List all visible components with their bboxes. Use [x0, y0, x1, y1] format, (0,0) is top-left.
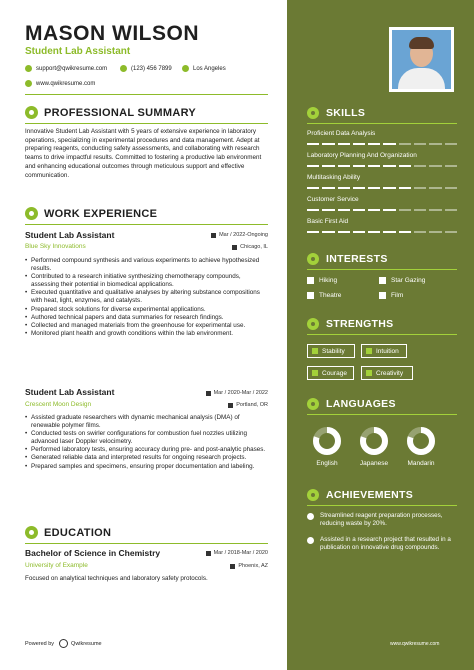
calendar-icon [206, 391, 211, 396]
interest-star-gazing [379, 277, 425, 284]
job1-title: Student Lab Assistant [25, 230, 115, 240]
job2-bullets [31, 414, 268, 471]
skill-bar-segment [429, 143, 441, 145]
skill-bar-segment [307, 165, 319, 167]
summary-title: PROFESSIONAL SUMMARY [44, 106, 197, 119]
skill-bar-segment [322, 209, 334, 211]
skill-bar-segment [322, 143, 334, 145]
skill-bar-segment [368, 231, 380, 233]
degree-title: Bachelor of Science in Chemistry [25, 548, 161, 558]
star-icon [379, 277, 386, 284]
school-name: University of Example [25, 562, 88, 569]
interest-hiking [307, 277, 337, 284]
skill-name: Laboratory Planning And Organization [307, 152, 417, 159]
job2-location [168, 402, 268, 408]
skill-bar-segment [322, 231, 334, 233]
intuition-icon [366, 348, 372, 354]
hiking-icon [307, 277, 314, 284]
education-note: Focused on analytical techniques and laboratory safety protocols. [25, 575, 208, 582]
skills-title: SKILLS [326, 107, 366, 119]
language-item [307, 426, 347, 467]
theatre-icon [307, 292, 314, 299]
heart-icon [307, 253, 319, 265]
skill-bar-segment [429, 187, 441, 189]
education-dates [168, 550, 268, 556]
strength-badge [307, 344, 355, 358]
skill-bar-segment [414, 231, 426, 233]
briefcase-icon [25, 207, 38, 220]
strength-label: Courage [322, 369, 347, 377]
interest-film [379, 292, 403, 299]
education-location-text: Phoenix, AZ [238, 563, 268, 569]
sidebar [287, 0, 474, 670]
job2-title: Student Lab Assistant [25, 387, 115, 397]
list-item: • Conducted tests on swirler configurations for combustion fuel nozzles utilizing advanced laser Doppler velocimetry. [31, 430, 268, 446]
skill-bar-segment [368, 187, 380, 189]
location-icon [182, 65, 189, 72]
skill-bar-segment [399, 209, 411, 211]
skill-bar-segment [353, 187, 365, 189]
list-item: • Collected and managed materials from the greenhouse for experimental use. [31, 322, 268, 330]
summary-heading [25, 106, 196, 119]
calendar-icon [206, 551, 211, 556]
languages-title: LANGUAGES [326, 398, 396, 410]
skill-bar-segment [353, 165, 365, 167]
skill-bar-segment [322, 165, 334, 167]
skill-bar-segment [353, 231, 365, 233]
skill-bar-segment [368, 165, 380, 167]
strength-badge [361, 366, 413, 380]
skill-bar-segment [399, 187, 411, 189]
anchor-icon [312, 348, 318, 354]
strengths-divider [307, 334, 457, 335]
language-ring [406, 426, 436, 456]
candidate-name: MASON WILSON [25, 22, 199, 45]
skill-bar-segment [414, 187, 426, 189]
summary-text: Innovative Student Lab Assistant with 5 years of extensive experience in laboratory operations, specializing in experimental procedures and data management. Adept at preparing reagents, conducting safety assessments, and collaborating with research teams to drive impactful results. Committed to fostering a productive lab environment and enhancing educational outcomes through meticulous support and effective communication. [25, 128, 262, 179]
creativity-icon [366, 370, 372, 376]
language-label: Japanese [359, 460, 389, 467]
languages-heading [307, 398, 396, 410]
job2-location-text: Portland, OR [236, 402, 268, 408]
education-divider [25, 543, 268, 544]
skill-name: Proficient Data Analysis [307, 130, 376, 137]
skill-bar-segment [445, 231, 457, 233]
skill-bar [307, 231, 457, 233]
globe-icon [307, 398, 319, 410]
email-icon [25, 65, 32, 72]
job-title: Student Lab Assistant [25, 46, 131, 57]
strength-label: Intuition [376, 347, 399, 355]
skill-bar-segment [383, 187, 395, 189]
globe-icon [25, 80, 32, 87]
footer [25, 639, 102, 648]
skill-bar-segment [383, 165, 395, 167]
skill-bar-segment [338, 231, 350, 233]
trophy-icon [307, 318, 319, 330]
skill-name: Multitasking Ability [307, 174, 361, 181]
interest-label: Film [391, 292, 404, 299]
achievement-item [307, 512, 457, 529]
interest-label: Theatre [319, 292, 342, 299]
education-dates-text: Mar / 2018-Mar / 2020 [213, 550, 268, 556]
skill-bar-segment [429, 231, 441, 233]
job1-dates [168, 232, 268, 238]
job1-company: Blue Sky Innovations [25, 243, 86, 250]
list-item: • Generated reliable data and interpreted results for ongoing research projects. [31, 454, 268, 462]
location-text: Los Angeles [193, 65, 226, 72]
skill-bar-segment [338, 209, 350, 211]
skill-bar-segment [429, 165, 441, 167]
education-heading [25, 526, 111, 539]
list-item: • Performed compound synthesis and various experiments to achieve hypothesized results. [31, 257, 268, 273]
list-item: • Authored technical papers and data summaries for research findings. [31, 314, 268, 322]
skill-bar-segment [338, 165, 350, 167]
skill-bar-segment [338, 143, 350, 145]
strengths-heading [307, 318, 393, 330]
summary-icon [25, 106, 38, 119]
header-divider [25, 94, 268, 95]
list-item: • Executed quantitative and qualitative analyses by altering substance compositions with heat, light, enzymes, and catalysts. [31, 289, 268, 305]
footer-url[interactable]: www.qwikresume.com [390, 641, 440, 647]
skill-bar-segment [368, 143, 380, 145]
achievement-item [307, 536, 457, 553]
courage-icon [312, 370, 318, 376]
achievements-title: ACHIEVEMENTS [326, 489, 414, 501]
skill-bar-segment [399, 231, 411, 233]
job1-bullets [31, 257, 268, 338]
language-label: Mandarin [407, 460, 435, 467]
email-contact[interactable] [25, 65, 107, 72]
skill-bar-segment [414, 209, 426, 211]
interests-title: INTERESTS [326, 253, 388, 265]
language-item [401, 426, 441, 467]
location-contact [182, 65, 226, 72]
skill-bar-segment [445, 209, 457, 211]
skill-bar-segment [383, 143, 395, 145]
calendar-icon [211, 233, 216, 238]
job2-dates-text: Mar / 2020-Mar / 2022 [213, 390, 268, 396]
skill-bar [307, 187, 457, 189]
skill-bar-segment [445, 165, 457, 167]
check-icon [307, 537, 314, 544]
interests-divider [307, 269, 457, 270]
lightbulb-icon [307, 107, 319, 119]
strength-badge [361, 344, 407, 358]
list-item: • Prepared samples and specimens, ensuring proper documentation and labeling. [31, 463, 268, 471]
skill-bar-segment [399, 165, 411, 167]
pin-icon [232, 245, 237, 250]
education-location [168, 563, 268, 569]
skills-divider [307, 123, 457, 124]
brand-text[interactable]: Qwikresume [71, 640, 102, 647]
skill-bar [307, 209, 457, 211]
skill-bar-segment [307, 143, 319, 145]
skill-bar-segment [383, 231, 395, 233]
strength-label: Stability [322, 347, 345, 355]
job1-location [168, 244, 268, 250]
strength-label: Creativity [376, 369, 404, 377]
achievements-divider [307, 505, 457, 506]
skill-bar-segment [445, 143, 457, 145]
skill-bar-segment [322, 187, 334, 189]
skill-bar-segment [338, 187, 350, 189]
phone-icon [120, 65, 127, 72]
skill-bar-segment [383, 209, 395, 211]
language-item [354, 426, 394, 467]
list-item: • Assisted graduate researchers with dynamic mechanical analysis (DMA) of renewable polymer films. [31, 414, 268, 430]
powered-by-text: Powered by [25, 640, 55, 647]
skill-bar-segment [353, 209, 365, 211]
interest-theatre [307, 292, 341, 299]
list-item: • Monitored plant health and growth conditions within the lab environment. [31, 330, 268, 338]
email-text: support@qwikresume.com [36, 65, 108, 72]
skill-bar-segment [307, 187, 319, 189]
experience-title: WORK EXPERIENCE [44, 207, 158, 220]
profile-photo [389, 27, 454, 92]
job1-location-text: Chicago, IL [240, 244, 268, 250]
film-icon [379, 292, 386, 299]
education-title: EDUCATION [44, 526, 112, 539]
skill-bar-segment [368, 209, 380, 211]
job1-dates-text: Mar / 2022-Ongoing [219, 232, 268, 238]
skill-bar-segment [399, 143, 411, 145]
strength-badge [307, 366, 354, 380]
graduation-cap-icon [25, 526, 38, 539]
achievements-heading [307, 489, 413, 501]
pin-icon [230, 564, 235, 569]
list-item: • Prepared stock solutions for diverse experimental applications. [31, 306, 268, 314]
skill-name: Basic First Aid [307, 218, 349, 225]
pin-icon [228, 403, 233, 408]
job2-company: Crescent Moon Design [25, 401, 92, 408]
experience-heading [25, 207, 157, 220]
website-contact[interactable] [25, 80, 95, 87]
skill-bar-segment [445, 187, 457, 189]
skill-bar-segment [414, 165, 426, 167]
interest-label: Star Gazing [391, 277, 426, 284]
job2-dates [168, 390, 268, 396]
medal-icon [307, 489, 319, 501]
website-text: www.qwikresume.com [36, 80, 96, 87]
check-icon [307, 513, 314, 520]
achievement-text: Assisted in a research project that resulted in a publication on innovative drug compounds. [320, 536, 451, 552]
skill-bar-segment [353, 143, 365, 145]
qwikresume-logo-icon [59, 639, 68, 648]
skill-bar [307, 143, 457, 145]
language-ring [359, 426, 389, 456]
strengths-title: STRENGTHS [326, 318, 394, 330]
skill-bar-segment [307, 231, 319, 233]
phone-text: (123) 456 7899 [131, 65, 172, 72]
skill-name: Customer Service [307, 196, 359, 203]
interests-heading [307, 253, 388, 265]
skill-bar-segment [307, 209, 319, 211]
skill-bar [307, 165, 457, 167]
experience-divider [25, 224, 268, 225]
skill-bar-segment [429, 209, 441, 211]
skill-bar-segment [414, 143, 426, 145]
languages-divider [307, 414, 457, 415]
language-ring [312, 426, 342, 456]
list-item: • Performed laboratory tests, ensuring accuracy during pre- and post-analytic phases. [31, 446, 268, 454]
summary-divider [25, 123, 268, 124]
list-item: • Contributed to a research initiative synthesizing chemotherapy compounds, assessing their potential in biomedical applications. [31, 273, 268, 289]
phone-contact [120, 65, 172, 72]
achievement-text: Streamlined reagent preparation processes, reducing waste by 20%. [320, 512, 443, 528]
language-label: English [316, 460, 338, 467]
skills-heading [307, 107, 365, 119]
interest-label: Hiking [319, 277, 338, 284]
